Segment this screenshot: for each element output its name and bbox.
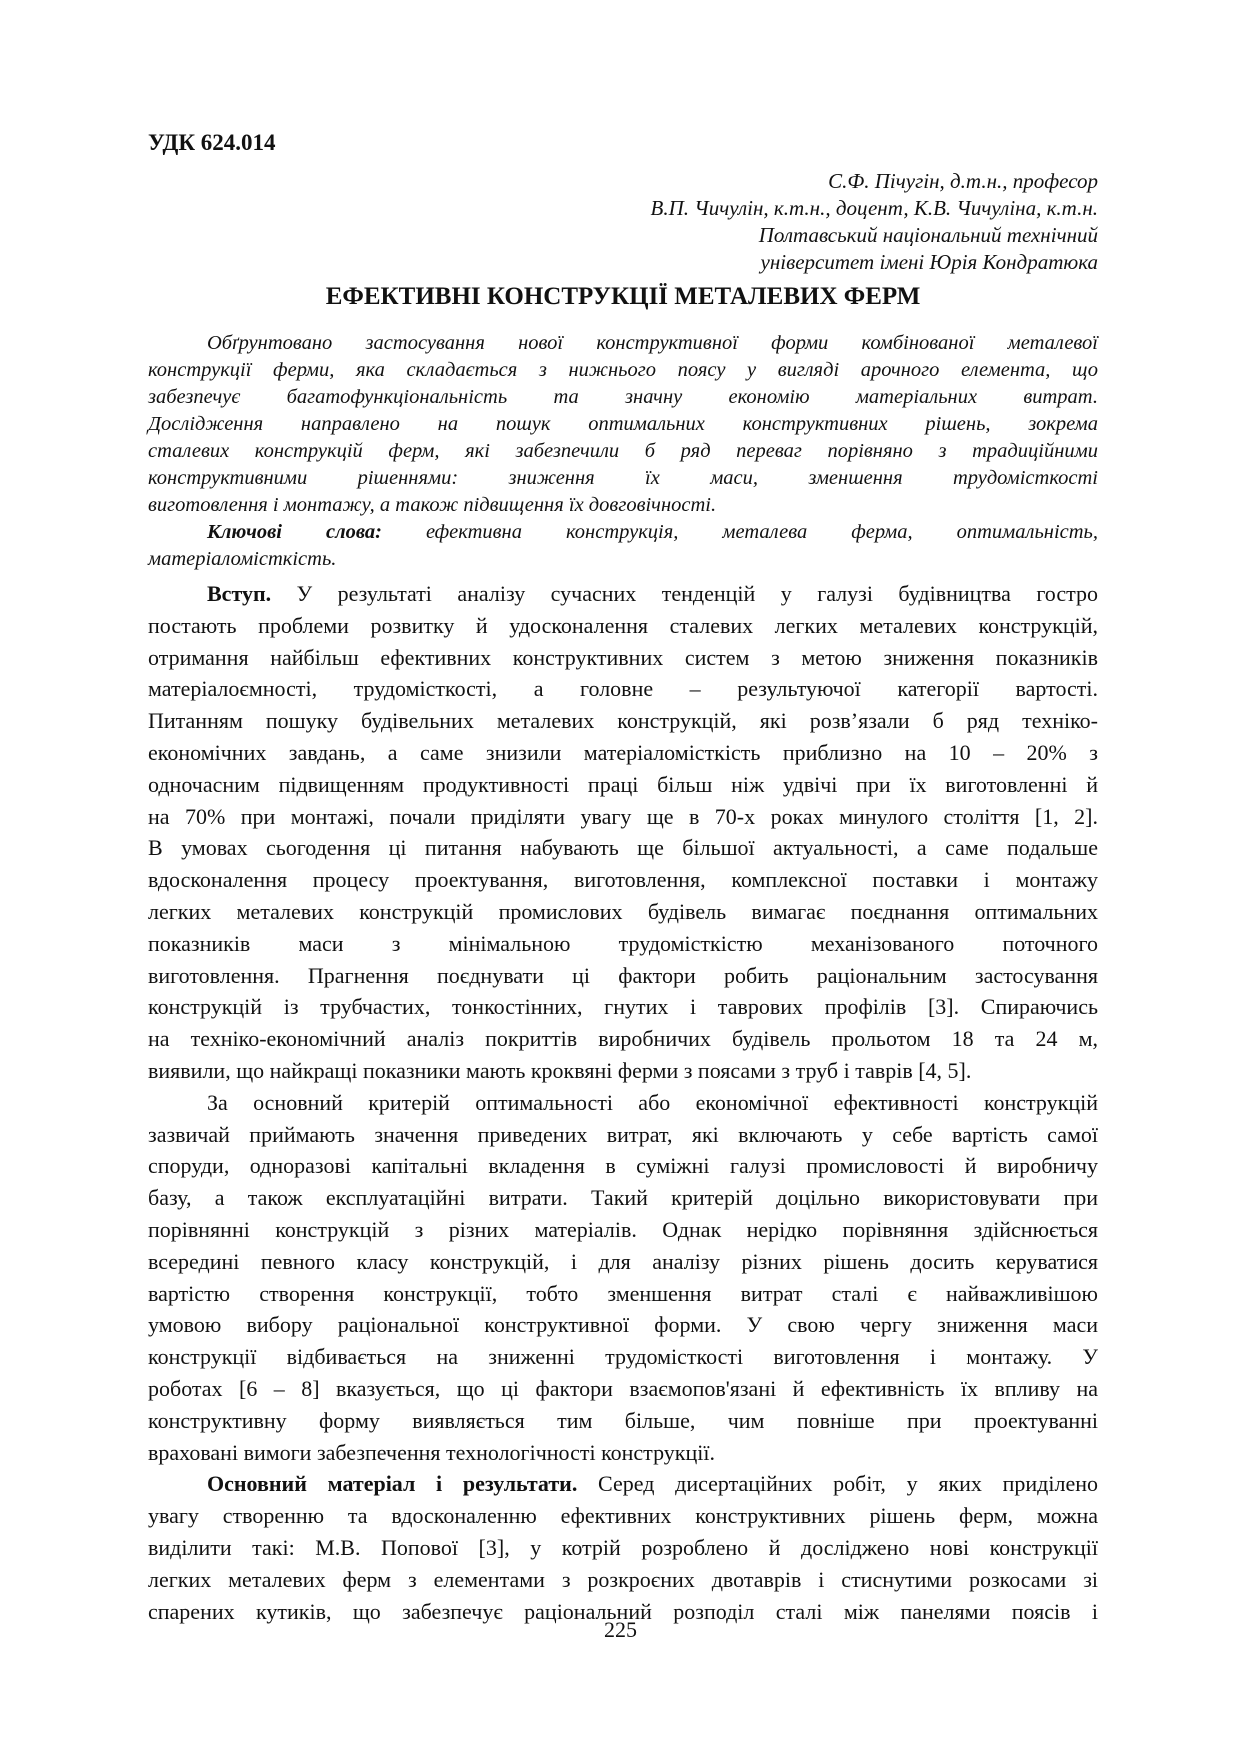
keywords-label: Ключові слова:: [207, 521, 382, 543]
line-text: зазвичай приймають значення приведених витрат, які включають у себе вартість самої: [148, 1121, 1098, 1147]
line-text: базу, а також експлуатаційні витрати. Такий критерій доцільно використовувати при: [148, 1185, 1098, 1211]
abstract-line: конструктивними рішеннями: зниження їх маси, зменшення трудомісткості: [148, 467, 1098, 489]
body-line: [148, 769, 1098, 801]
line-text: на техніко-економічний аналіз покриттів виробничих будівель прольотом 18 та 24 м,: [148, 1026, 1098, 1052]
line-text: постають проблеми розвитку й удосконалення сталевих легких металевих конструкцій,: [148, 612, 1098, 638]
line-text: Питанням пошуку будівельних металевих конструкцій, які розв’язали б ряд техніко-: [148, 708, 1098, 734]
body-line: [148, 642, 1098, 674]
author-line: В.П. Чичулін, к.т.н., доцент, К.В. Чичуліна, к.т.н.: [650, 196, 1098, 220]
body-line: [148, 578, 1098, 610]
line-text: легких металевих конструкцій промислових будівель вимагає поєднання оптимальних: [148, 898, 1098, 924]
body-line: [148, 896, 1098, 928]
body-line: [148, 1341, 1098, 1373]
body-line: [148, 1214, 1098, 1246]
line-text: виявили, що найкращі показники мають кроквяні ферми з поясами з труб і таврів [4, 5].: [148, 1057, 972, 1083]
line-text: роботах [6 – 8] вказується, що ці фактори взаємопов'язані й ефективність їх впливу на: [148, 1375, 1098, 1401]
line-text: виділити такі: М.В. Попової [3], у котрій розроблено й досліджено нові конструкції: [148, 1534, 1098, 1560]
body-line: [148, 1564, 1098, 1596]
body-line: [148, 1182, 1098, 1214]
body-line: [148, 1309, 1098, 1341]
line-text: виготовлення. Прагнення поєднувати ці фактори робить раціональним застосування: [148, 962, 1098, 988]
line-text: вдосконалення процесу проектування, виготовлення, комплексної поставки і монтажу: [148, 867, 1098, 893]
body-line: [148, 1087, 1098, 1119]
keywords-text: ефективна конструкція, металева ферма, оптимальність,: [426, 521, 1099, 543]
line-text: всередині певного класу конструкцій, і для аналізу різних рішень досить керуватися: [148, 1248, 1098, 1274]
line-text: отримання найбільш ефективних конструктивних систем з метою зниження показників: [148, 644, 1098, 670]
body-line: [148, 673, 1098, 705]
abstract: [148, 330, 1098, 573]
authors-block: [651, 168, 1098, 276]
line-text: споруди, одноразові капітальні вкладення в суміжні галузі промисловості й виробничу: [148, 1153, 1098, 1179]
body-line: [148, 1055, 1098, 1087]
abstract-line: конструкції ферми, яка складається з нижнього поясу у вигляді арочного елемента, що: [148, 359, 1098, 381]
line-text: конструктивну форму виявляється тим більше, чим повніше при проектуванні: [148, 1407, 1098, 1433]
article-body: [148, 578, 1098, 1627]
paragraph: [148, 1087, 1098, 1469]
line-text: конструкцій із трубчастих, тонкостінних, гнутих і таврових профілів [3]. Спираючись: [148, 994, 1098, 1020]
line-text: За основний критерій оптимальності або економічної ефективності конструкцій: [207, 1089, 1098, 1115]
body-line: [148, 832, 1098, 864]
keywords-line: матеріаломісткість.: [148, 548, 337, 570]
body-line: [148, 991, 1098, 1023]
line-text: враховані вимоги забезпечення технологічності конструкції.: [148, 1439, 715, 1465]
line-text: У результаті аналізу сучасних тенденцій у галузі будівництва гостро: [296, 581, 1099, 606]
body-line: [148, 1373, 1098, 1405]
body-line: [148, 1150, 1098, 1182]
line-text: легких металевих ферм з елементами з розкроєних двотаврів і стиснутими розкосами зі: [148, 1566, 1098, 1592]
body-line: [148, 705, 1098, 737]
body-line: [148, 1278, 1098, 1310]
abstract-line: сталевих конструкцій ферм, які забезпечили б ряд переваг порівняно з традиційними: [148, 440, 1098, 462]
paragraph: [148, 578, 1098, 1087]
line-text: увагу створенню та вдосконаленню ефективних конструктивних рішень ферм, можна: [148, 1503, 1098, 1529]
body-line: [148, 610, 1098, 642]
abstract-line: виготовлення і монтажу, а також підвищення їх довговічності.: [148, 494, 717, 516]
line-text: умовою вибору раціональної конструктивної форми. У свою чергу зниження маси: [148, 1312, 1098, 1338]
body-line: [148, 1246, 1098, 1278]
keywords-line: [148, 519, 1098, 546]
page-number: 225: [604, 1617, 637, 1642]
body-line: [148, 864, 1098, 896]
line-text: порівнянні конструкцій з різних матеріалів. Однак нерідко порівняння здійснюється: [148, 1216, 1098, 1242]
udk-code: УДК 624.014: [148, 130, 276, 155]
abstract-line: Дослідження направлено на пошук оптимальних конструктивних рішень, зокрема: [148, 413, 1098, 435]
body-line: [148, 1023, 1098, 1055]
line-text: вартістю створення конструкції, тобто зменшення витрат сталі є найважливішою: [148, 1280, 1098, 1306]
body-line: [148, 737, 1098, 769]
body-line: [148, 1532, 1098, 1564]
affiliation-line: Полтавський національний технічний: [758, 223, 1098, 247]
line-text: спарених кутиків, що забезпечує раціональний розподіл сталі між панелями поясів і: [148, 1598, 1098, 1624]
body-line: [148, 1437, 1098, 1469]
body-line: [148, 928, 1098, 960]
abstract-line: забезпечує багатофункціональність та значну економію матеріальних витрат.: [148, 386, 1098, 408]
article-title: ЕФЕКТИВНІ КОНСТРУКЦІЇ МЕТАЛЕВИХ ФЕРМ: [325, 283, 921, 310]
abstract-line: Обґрунтовано застосування нової конструктивної форми комбінованої металевої: [207, 332, 1098, 354]
line-text: В умовах сьогодення ці питання набувають ще більшої актуальності, а саме подальше: [148, 835, 1098, 861]
body-line: [148, 1468, 1098, 1500]
line-text: матеріалоємності, трудомісткості, а головне – результуючої категорії вартості.: [148, 676, 1098, 702]
line-text: одночасним підвищенням продуктивності праці більш ніж удвічі при їх виготовленні й: [148, 771, 1098, 797]
line-text: показників маси з мінімальною трудомісткістю механізованого поточного: [148, 930, 1098, 956]
body-line: [148, 1500, 1098, 1532]
line-text: Серед дисертаційних робіт, у яких приділено: [598, 1471, 1098, 1497]
paragraph: [148, 1468, 1098, 1627]
line-text: економічних завдань, а саме знизили матеріаломісткість приблизно на 10 – 20% з: [148, 739, 1098, 765]
body-line: [148, 960, 1098, 992]
line-text: конструкції відбивається на зниженні трудомісткості виготовлення і монтажу. У: [148, 1344, 1098, 1370]
affiliation-line: університет імені Юрія Кондратюка: [760, 250, 1098, 274]
line-text: на 70% при монтажі, почали приділяти увагу ще в 70-х роках минулого століття [1, 2].: [148, 803, 1098, 829]
body-line: [148, 1119, 1098, 1151]
body-line: [148, 801, 1098, 833]
author-line: С.Ф. Пічугін, д.т.н., професор: [828, 169, 1098, 193]
section-heading: Основний матеріал і результати.: [207, 1471, 578, 1497]
section-heading: Вступ.: [207, 581, 272, 606]
body-line: [148, 1405, 1098, 1437]
